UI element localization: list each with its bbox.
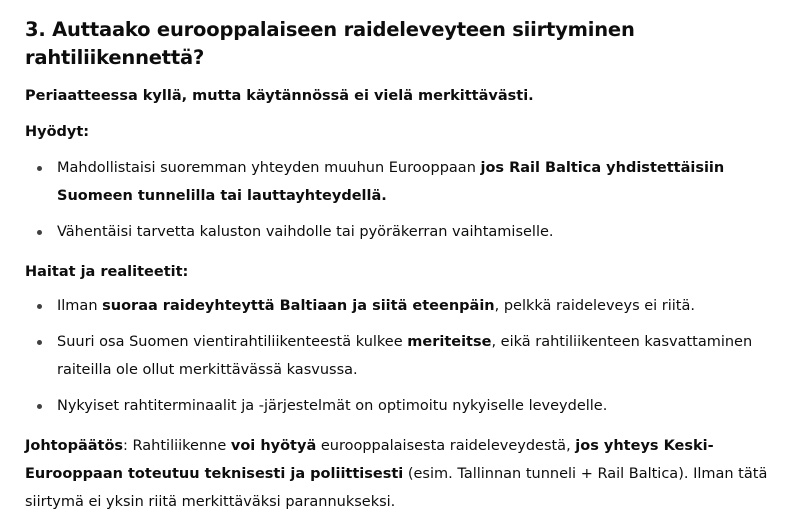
section-heading: 3. Auttaako eurooppalaiseen raideleveyteen siirtyminen rahtiliikennettä? [25, 18, 635, 69]
conclusion-label: Johtopäätös [25, 438, 124, 454]
list-item: Vähentäisi tarvetta kaluston vaihdolle tai pyöräkerran vaihtamiselle. [25, 218, 775, 246]
drawbacks-list [25, 292, 775, 420]
list-item: Mahdollistaisi suoremman yhteyden muuhun Eurooppaan jos Rail Baltica yhdistettäisiin Suomeen tunnelilla tai lauttayhteydellä. [25, 154, 775, 210]
bullet-icon [37, 230, 42, 235]
list-item: Ilman suoraa raideyhteyttä Baltiaan ja siitä eteenpäin, pelkkä raideleveys ei riitä. [25, 292, 775, 320]
benefits-list [25, 154, 775, 246]
bullet-icon [37, 404, 42, 409]
summary-text [25, 82, 775, 110]
bullet-icon [37, 340, 42, 345]
summary-bold: Periaatteessa kyllä, mutta käytännössä ei vielä merkittävästi. [25, 88, 534, 104]
bullet-icon [37, 304, 42, 309]
list-item: Nykyiset rahtiterminaalit ja -järjestelmät on optimoitu nykyiselle leveydelle. [25, 392, 775, 420]
benefits-label: Hyödyt: [25, 124, 90, 140]
drawbacks-label: Haitat ja realiteetit: [25, 264, 189, 280]
conclusion-paragraph: Johtopäätös: Rahtiliikenne voi hyötyä eurooppalaisesta raideleveydestä, jos yhteys Keski-Eurooppaan toteutuu teknisesti ja poliittisesti (esim. Tallinnan tunneli + Rail Baltica). Ilman tätä siirtymä ei yksin riitä merkittäväksi parannukseksi. [25, 438, 768, 510]
list-item: Suuri osa Suomen vientirahtiliikenteestä kulkee meriteitse, eikä rahtiliikenteen kasvattaminen raiteilla ole ollut merkittävässä kasvussa. [25, 328, 775, 384]
bullet-icon [37, 166, 42, 171]
